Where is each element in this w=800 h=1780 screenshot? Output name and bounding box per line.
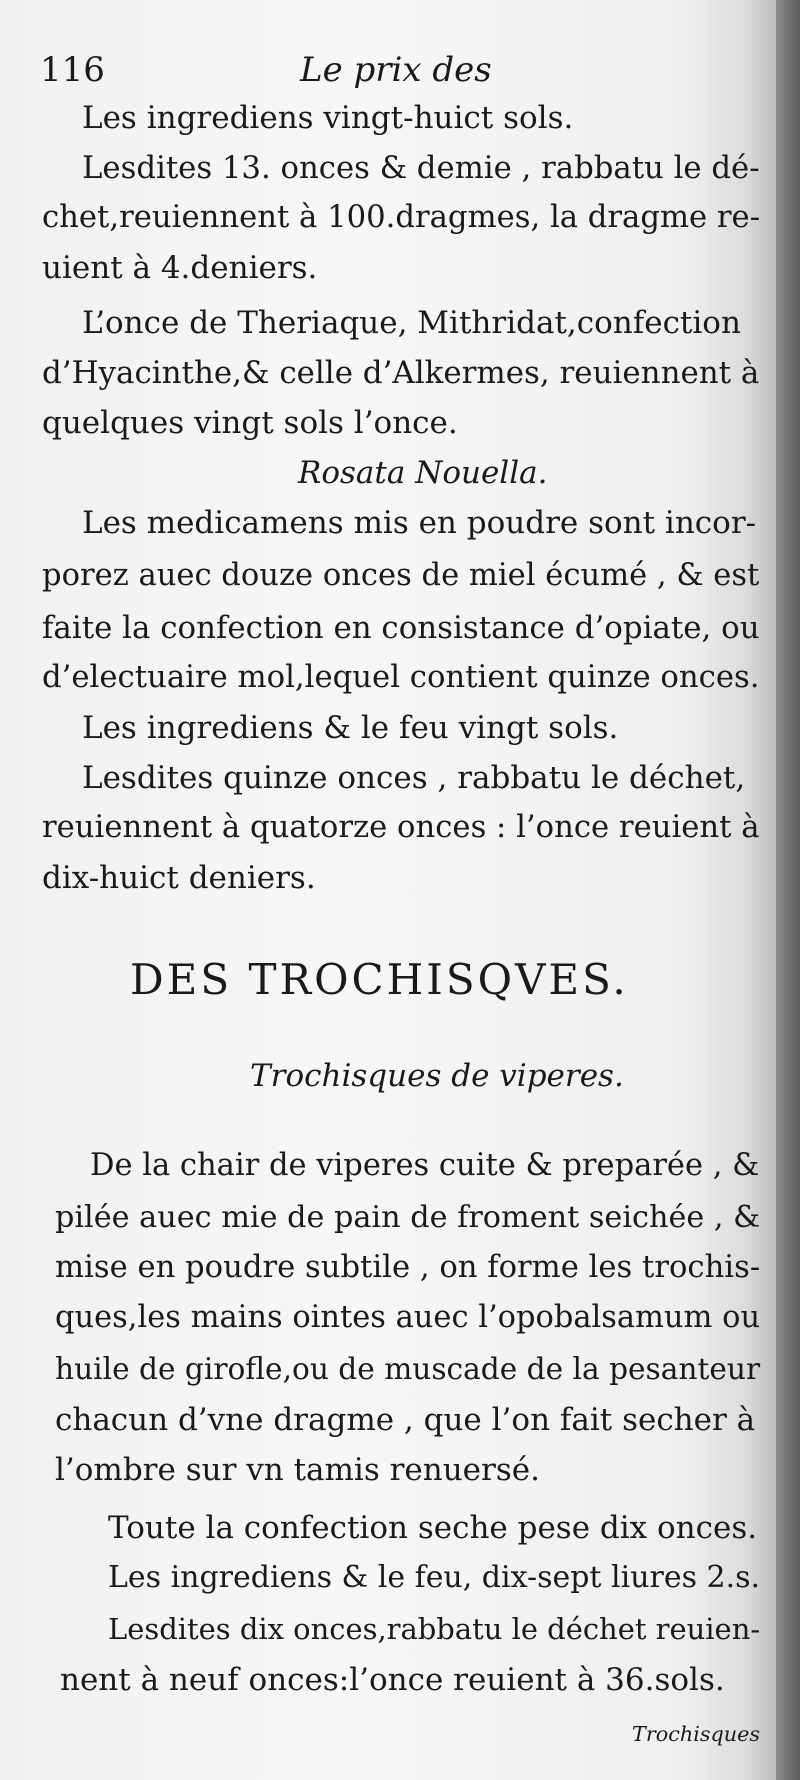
text-line: faite la confection en consistance d’opiate, ou — [42, 610, 760, 646]
text-line: Les medicamens mis en poudre sont incor- — [82, 505, 757, 541]
text-line: porez auec douze onces de miel écumé , & est — [42, 558, 760, 593]
text-line: Toute la confection seche pese dix onces. — [108, 1510, 758, 1546]
subsection-title: Trochisques de viperes. — [250, 1058, 624, 1094]
catchword: Trochisques — [632, 1722, 761, 1746]
text-line: d’electuaire mol,lequel contient quinze onces. — [42, 660, 760, 695]
text-line: De la chair de viperes cuite & preparée , & — [90, 1148, 760, 1183]
text-line: chacun d’vne dragme , que l’on fait secher à — [55, 1402, 756, 1438]
running-head — [40, 50, 740, 100]
text-line: Lesdites quinze onces , rabbatu le déchet, — [82, 760, 746, 796]
text-line: Lesdites 13. onces & demie , rabbatu le dé- — [82, 150, 760, 186]
page-number: 116 — [40, 50, 105, 90]
text-line: huile de girofle,ou de muscade de la pesanteur — [55, 1352, 761, 1386]
text-line: dix-huict deniers. — [42, 860, 316, 896]
text-line: Les ingrediens & le feu, dix-sept liures 2.s. — [108, 1560, 761, 1595]
text-line: d’Hyacinthe,& celle d’Alkermes, reuiennent à — [42, 355, 760, 391]
section-title: DES TROCHISQVES. — [130, 955, 629, 1004]
text-line: nent à neuf onces:l’once reuient à 36.sols. — [60, 1662, 725, 1698]
text-line: reuiennent à quatorze onces : l’once reuient à — [42, 810, 760, 845]
text-line: L’once de Theriaque, Mithridat,confection — [82, 305, 741, 341]
page-edge-shadow — [776, 0, 800, 1780]
text-line: quelques vingt sols l’once. — [42, 405, 458, 441]
text-line: l’ombre sur vn tamis renuersé. — [55, 1452, 540, 1488]
text-line: pilée auec mie de pain de froment seichée , & — [55, 1200, 761, 1235]
text-line: chet,reuiennent à 100.dragmes, la dragme re- — [42, 200, 761, 235]
text-line: ques,les mains ointes auec l’opobalsamum ou — [55, 1300, 761, 1335]
rosata-heading: Rosata Nouella. — [298, 455, 548, 491]
text-line: Lesdites dix onces,rabbatu le déchet reuien- — [108, 1612, 761, 1646]
text-line: Les ingrediens & le feu vingt sols. — [82, 710, 619, 746]
text-line: mise en poudre subtile , on forme les trochis- — [55, 1250, 761, 1285]
text-line: Les ingrediens vingt-huict sols. — [82, 100, 574, 136]
text-line: uient à 4.deniers. — [42, 250, 318, 286]
running-head-title: Le prix des — [300, 50, 492, 90]
